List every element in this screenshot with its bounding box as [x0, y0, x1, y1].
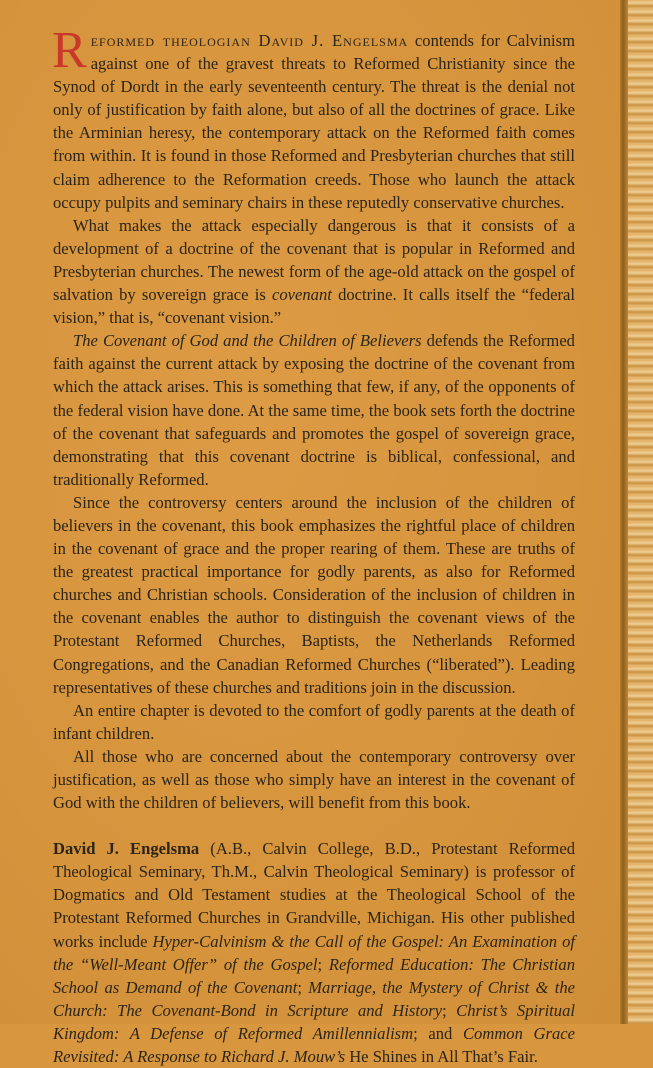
blurb-paragraph-2: What makes the attack especially dangerous is that it consists of a development of a doctrine of the covenant that is popular in Reformed and Presbyterian churches. The newest form of the age-old attack on the gospel of salvation by sovereign grace is covenant doctrine. It calls itself the “federal vision,” that is, “covenant vision.”	[53, 215, 575, 328]
drop-cap: R	[52, 22, 87, 79]
author-bio: David J. Engelsma (A.B., Calvin College, B.D., Protestant Reformed Theological Seminary, Th.M., Calvin Theological Seminary) is professor of Dogmatics and Old Testament studies at the Theological School of the Protestant Reformed Churches in Grandville, Michigan. His other published works include Hyper-Calvinism & the Call of the Gospel: An Examination of the “Well-Meant Offer” of the Gospel; Reformed Education: The Christian School as Demand of the Covenant; Marriage, the Mystery of Christ & the Church: The Covenant-Bond in Scripture and History; Christ’s Spiritual Kingdom: A Defense of Reformed Amillennialism; and Common Grace Revisited: A Response to Richard J. Mouw’s He Shines in All That’s Fair.	[53, 839, 575, 1067]
book-title: The Covenant of God and the Children of Believers	[73, 331, 422, 351]
blurb-paragraph-1: Reformed theologian David J. Engelsma contends for Calvinism against one of the gravest threats to Reformed Christianity since the Synod of Dordt in the early seventeenth century. The threat is the denial not only of justification by faith alone, but also of all the doctrines of grace. Like the Arminian heresy, the contemporary attack on the Reformed faith comes from within. It is found in those Reformed and Presbyterian churches that still claim adherence to the Reformation creeds. Those who launch the attack occupy pulpits and seminary chairs in these reputedly conservative churches.	[52, 22, 575, 212]
blurb-paragraph-5: An entire chapter is devoted to the comfort of godly parents at the death of infant children.	[53, 700, 575, 743]
blurb-paragraph-3: The Covenant of God and the Children of Believers defends the Reformed faith against the current attack by exposing the doctrine of the covenant from which the attack arises. This is something that few, if any, of the opponents of the federal vision have done. At the same time, the book sets forth the doctrine of the covenant that safeguards and promotes the gospel of sovereign grace, demonstrating that this covenant doctrine is biblical, confessional, and traditionally Reformed.	[53, 331, 575, 489]
blurb-paragraph-6: All those who are concerned about the contemporary controversy over justification, as well as those who simply have an interest in the covenant of God with the children of believers, will benefit from this book.	[53, 746, 575, 813]
lead-in-smallcaps: eformed theologian David J. Engelsma	[90, 31, 409, 50]
book-spine	[628, 0, 653, 1024]
spine-edge	[620, 0, 628, 1024]
blurb-paragraph-4: Since the controversy centers around the inclusion of the children of believers in the covenant, this book emphasizes the rightful place of children in the covenant of grace and the proper rearing of them. These are truths of the greatest practical importance for godly parents, as also for Reformed churches and Christian schools. Consideration of the inclusion of children in the covenant enables the author to distinguish the covenant views of the Protestant Reformed Churches, Baptists, the Netherlands Reformed Congregations, and the Canadian Reformed Churches (“liberated”). Leading representatives of these churches and traditions join in the discussion.	[53, 492, 575, 697]
blurb-text	[52, 22, 575, 1068]
author-name: David J. Engelsma	[53, 839, 200, 859]
